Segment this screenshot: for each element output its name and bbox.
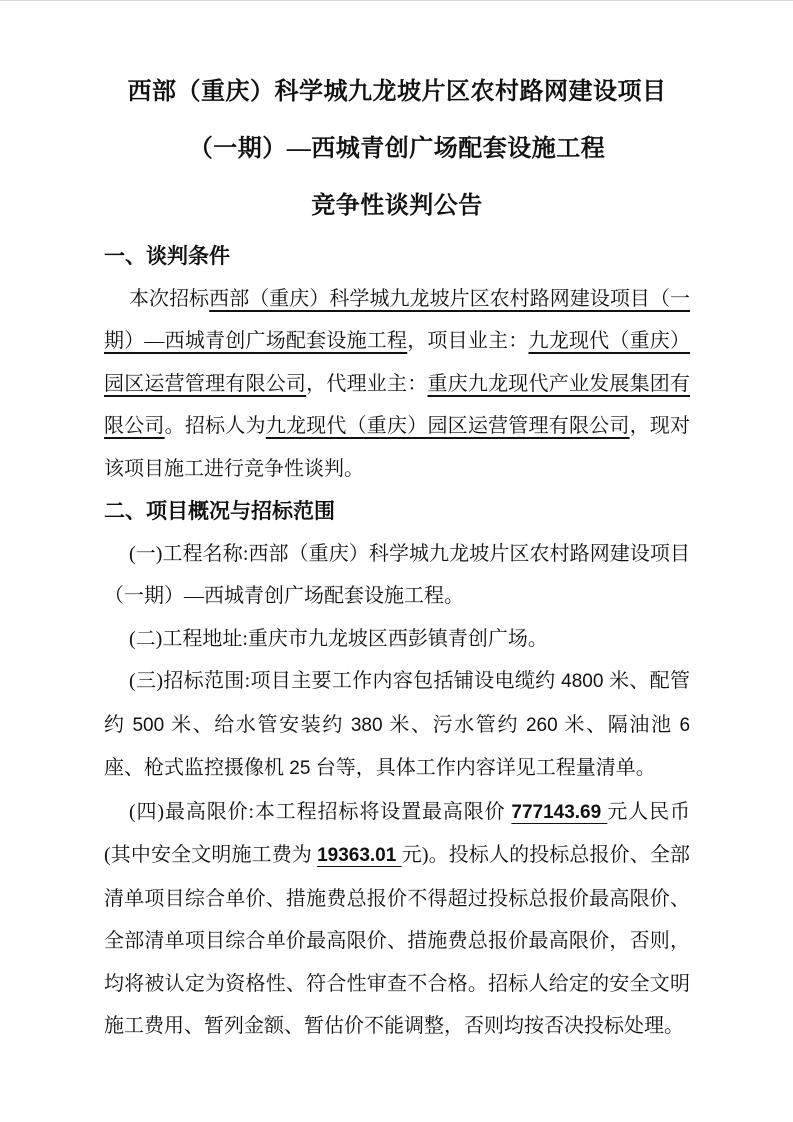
- text-run: 台等，具体工作内容详见工程量清单。: [315, 757, 656, 779]
- text-run: 本次招标: [129, 287, 210, 310]
- text-run: (四)最高限价:本工程招标将设置最高限价: [129, 800, 512, 823]
- paragraph-project-name: [104, 533, 690, 618]
- text-run: 777143.69: [511, 801, 608, 823]
- paragraph-project-address: [104, 618, 690, 661]
- text-run: 元)。投标人的投标总报价、全部清单项目综合单价、措施费总报价不得超过投标总报价最高限价、全部清单项目综合单价最高限价、措施费总报价最高限价，否则，均将被认定为资格性、符合性审查不合格。招标人给定的安全文明施工费用、暂列金额、暂估价不能调整，否则均按否决投标处理。: [104, 844, 690, 1037]
- text-run: (一)工程名称:西部（重庆）科学城九龙坡片区农村路网建设项目（一期）—西城青创广场配套设施工程。: [104, 542, 690, 607]
- text-run: 九龙现代（重庆）园区运营管理有限公司: [104, 330, 691, 395]
- text-run: 260: [519, 714, 565, 736]
- text-run: (二)工程地址:重庆市九龙坡区西彭镇青创广场。: [129, 627, 548, 650]
- text-run: 米、污水管约: [389, 713, 520, 736]
- text-run: 4800: [555, 671, 610, 692]
- paragraph-bidding-scope: [104, 660, 690, 791]
- text-run: (三)招标范围:项目主要工作内容包括铺设电缆约: [129, 670, 556, 692]
- text-run: ，项目业主：: [407, 330, 529, 352]
- text-run: ，现对该项目施工进行竞争性谈判。: [104, 415, 691, 480]
- text-run: 座、枪式监控摄像机: [104, 757, 284, 779]
- text-run: 6: [672, 714, 691, 736]
- text-run: 西部（重庆）科学城九龙坡片区农村路网建设项目（一期）—西城青创广场配套设施工程: [104, 287, 691, 352]
- paragraph-maximum-price: [104, 791, 690, 1048]
- title-line-3: 竞争性谈判公告: [311, 193, 483, 219]
- document-content: [0, 64, 793, 1048]
- text-run: 米、给水管安装约: [171, 713, 344, 736]
- text-run: 米、隔油池: [564, 713, 673, 736]
- text-run: ，代理业主：: [306, 372, 428, 395]
- text-run: 500: [125, 714, 172, 736]
- section-heading-negotiation-conditions: 一、谈判条件: [104, 244, 230, 268]
- text-run: 。招标人为: [164, 415, 266, 437]
- text-run: 米、配管约: [104, 670, 691, 736]
- text-run: 25: [284, 758, 316, 779]
- title-line-2: （一期）—西城青创广场配套设施工程: [188, 136, 606, 162]
- text-run: 九龙现代（重庆）园区运营管理有限公司: [265, 415, 630, 437]
- section-heading-project-overview: 二、项目概况与招标范围: [104, 499, 335, 523]
- document-title: [104, 64, 690, 235]
- text-run: 重庆九龙现代产业发展集团有限公司: [104, 372, 691, 437]
- paragraph-negotiation-conditions: [104, 278, 690, 491]
- text-run: 19363.01: [317, 845, 402, 866]
- text-run: 380: [343, 714, 390, 736]
- title-line-1: 西部（重庆）科学城九龙坡片区农村路网建设项目: [127, 79, 667, 105]
- text-run: 元人民币(其中安全文明施工费为: [104, 800, 691, 866]
